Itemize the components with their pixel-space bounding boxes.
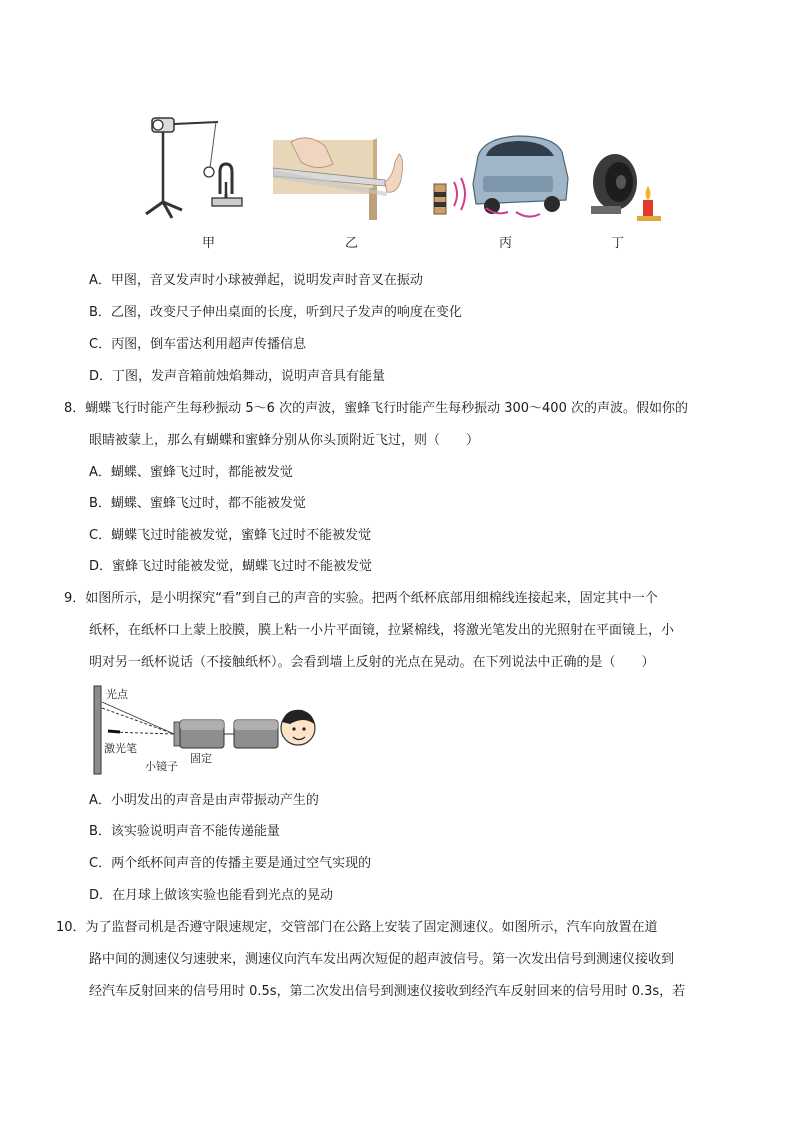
q9-option-d[interactable]: D．在月球上做该实验也能看到光点的晃动 [89, 888, 334, 903]
q7-option-b[interactable]: B．乙图，改变尺子伸出桌面的长度，听到尺子发声的响度在变化 [89, 305, 462, 320]
q9-option-a[interactable]: A．小明发出的声音是由声带振动产生的 [89, 793, 319, 808]
q8-option-a[interactable]: A．蝴蝶、蜜蜂飞过时，都能被发觉 [89, 465, 293, 480]
q10-stem-line-1: 10．为了监督司机是否遵守限速规定，交管部门在公路上安装了固定测速仪。如图所示，汽车向放置在道 [56, 920, 658, 935]
figure-ding-speaker-candle [585, 148, 675, 226]
figure-yi-ruler-on-table [273, 132, 425, 222]
q10-stem-line-2: 路中间的测速仪匀速驶来，测速仪向汽车发出两次短促的超声波信号。第一次发出信号到测速仪接收到 [89, 952, 675, 967]
q7-option-c[interactable]: C．丙图，倒车雷达利用超声传播信息 [89, 337, 307, 352]
q9-stem-line-3: 明对另一纸杯说话（不接触纸杯）。会看到墙上反射的光点在晃动。在下列说法中正确的是（ ） [89, 655, 655, 670]
q9-option-c[interactable]: C．两个纸杯间声音的传播主要是通过空气实现的 [89, 856, 372, 871]
q7-option-d[interactable]: D．丁图，发声音箱前烛焰舞动，说明声音具有能量 [89, 369, 386, 384]
q8-option-d[interactable]: D．蜜蜂飞过时能被发觉，蝴蝶飞过时不能被发觉 [89, 559, 373, 574]
q7-option-a[interactable]: A．甲图，音叉发声时小球被弹起，说明发声时音叉在振动 [89, 273, 423, 288]
q8-stem-line-1: 8．蝴蝶飞行时能产生每秒振动 5～6 次的声波，蜜蜂飞行时能产生每秒振动 300～400 次的声波。假如你的 [64, 401, 688, 416]
figure-label-yi: 乙 [345, 236, 359, 251]
q8-stem-line-2: 眼睛被蒙上，那么有蝴蝶和蜜蜂分别从你头顶附近飞过，则（ ） [89, 433, 480, 448]
q8-option-c[interactable]: C．蝴蝶飞过时能被发觉，蜜蜂飞过时不能被发觉 [89, 528, 372, 543]
q9-stem-line-2: 纸杯，在纸杯口上蒙上胶膜，膜上粘一小片平面镜，拉紧棉线，将激光笔发出的光照射在平面镜上，小 [89, 623, 675, 638]
figure-bing-reversing-radar [428, 128, 573, 223]
figure-label-ding: 丁 [611, 236, 625, 251]
q9-label-fixed: 固定 [190, 752, 212, 765]
q9-label-light-spot: 光点 [106, 688, 128, 701]
figure-jia-tuning-fork [138, 110, 258, 225]
q8-option-b[interactable]: B．蝴蝶、蜜蜂飞过时，都不能被发觉 [89, 496, 306, 511]
q9-experiment-diagram [90, 682, 320, 776]
q9-label-mirror: 小镜子 [145, 760, 178, 773]
q9-stem-line-1: 9．如图所示，是小明探究“看”到自己的声音的实验。把两个纸杯底部用细棉线连接起来，固定其中一个 [64, 591, 658, 606]
q9-option-b[interactable]: B．该实验说明声音不能传递能量 [89, 824, 280, 839]
figure-label-bing: 丙 [499, 236, 513, 251]
figure-label-jia: 甲 [202, 236, 216, 251]
q10-stem-line-3: 经汽车反射回来的信号用时 0.5s，第二次发出信号到测速仪接收到经汽车反射回来的信号用时 0.3s，若 [89, 984, 686, 999]
q9-label-laser-pen: 激光笔 [104, 742, 137, 755]
